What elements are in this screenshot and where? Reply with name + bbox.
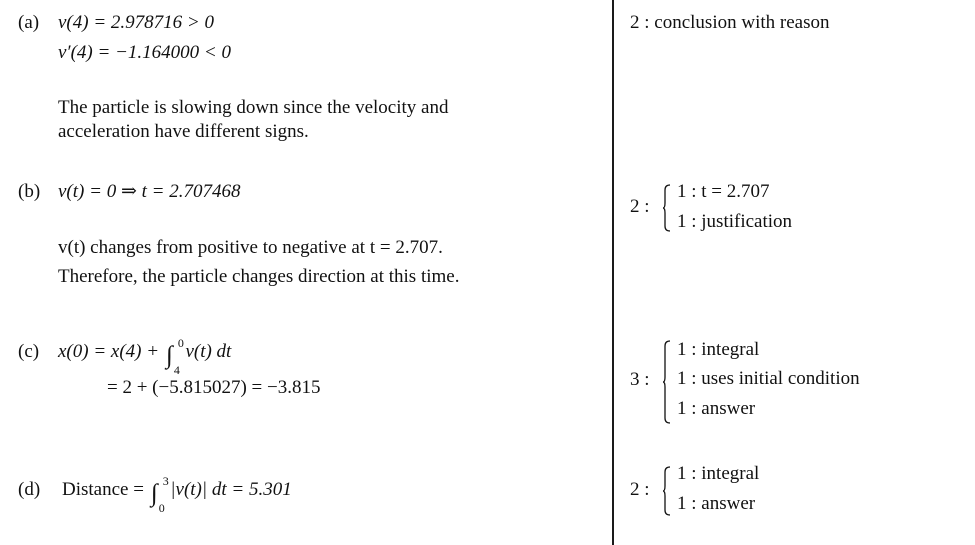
part-c-score-brace (663, 340, 671, 424)
part-a-label: (a) (18, 12, 40, 33)
part-d-score-item-2: 1 : answer (677, 493, 756, 514)
part-b-explanation-line2: Therefore, the particle changes direction at this time. (58, 266, 460, 287)
part-a-explanation-line1: The particle is slowing down since the velocity and (58, 97, 449, 118)
part-d-integrand: |v(t)| dt = 5.301 (170, 479, 292, 500)
part-b-score-points: 2 : (630, 196, 650, 217)
integral-lower-limit: 4 (173, 363, 180, 377)
part-b-label: (b) (18, 181, 41, 202)
part-c-label: (c) (18, 341, 40, 362)
part-c-equation (58, 336, 232, 377)
part-c-score-item-2: 1 : uses initial condition (677, 368, 860, 389)
part-b-score-item-2: 1 : justification (677, 211, 793, 232)
part-d-score-brace (663, 466, 671, 516)
part-d-equation (62, 474, 292, 515)
part-c-score-item-3: 1 : answer (677, 398, 756, 419)
part-b-score-brace (663, 184, 671, 232)
part-c-score-item-1: 1 : integral (677, 339, 760, 360)
part-a-score: 2 : conclusion with reason (630, 12, 830, 33)
part-b-zero-velocity: v(t) = 0 ⇒ t = 2.707468 (58, 181, 241, 202)
part-c-score-points: 3 : (630, 369, 650, 390)
column-divider (612, 0, 614, 545)
integral-lower-limit: 0 (158, 501, 165, 515)
part-d-label: (d) (18, 479, 41, 500)
part-b-score-item-1: 1 : t = 2.707 (677, 181, 770, 202)
part-c-integrand: v(t) dt (185, 341, 232, 362)
part-d-score-item-1: 1 : integral (677, 463, 760, 484)
part-a-acceleration: v′(4) = −1.164000 < 0 (58, 42, 231, 63)
part-c-lhs: x(0) = x(4) + (58, 341, 160, 362)
integral-sign: ∫ 3 0 (150, 474, 169, 515)
part-a-explanation-line2: acceleration have different signs. (58, 121, 309, 142)
part-c-result: = 2 + (−5.815027) = −3.815 (107, 377, 321, 398)
part-d-lhs: Distance = (62, 479, 144, 500)
integral-upper-limit: 0 (177, 336, 184, 350)
part-b-explanation-line1: v(t) changes from positive to negative at t = 2.707. (58, 237, 443, 258)
integral-sign: ∫ 0 4 (165, 336, 184, 377)
part-a-velocity: v(4) = 2.978716 > 0 (58, 12, 214, 33)
part-d-score-points: 2 : (630, 479, 650, 500)
integral-upper-limit: 3 (162, 474, 169, 488)
